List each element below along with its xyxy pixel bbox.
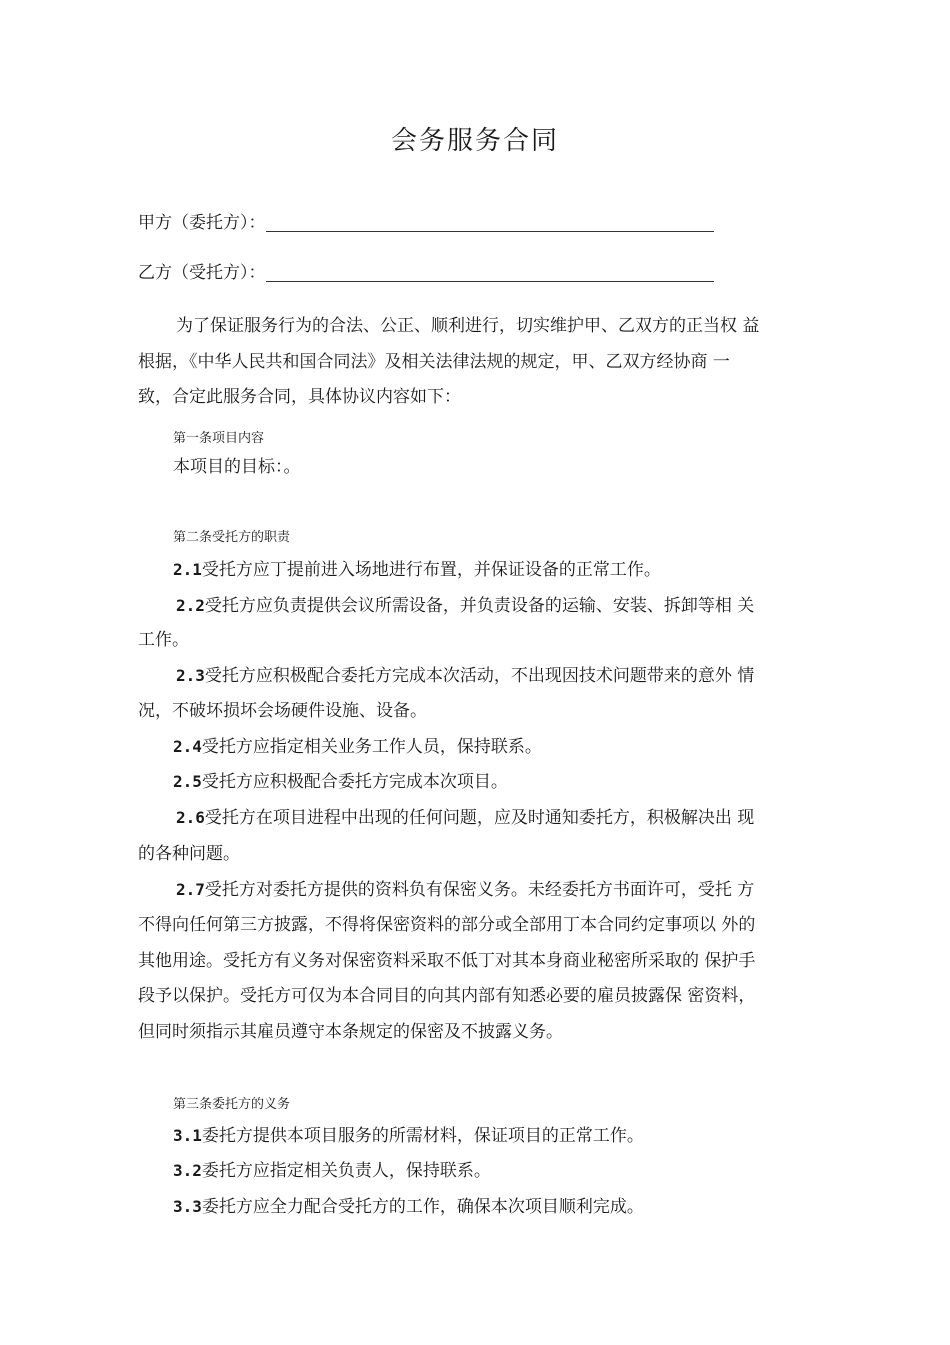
clause-continuation: 况，不破坏损坏会场硬件设施、设备。: [138, 701, 427, 721]
clause-continuation: 段予以保护。受托方可仅为本合同目的向其内部有知悉必要的雇员披露保 密资料，: [138, 986, 756, 1006]
clause-text: 受托方对委托方提供的资料负有保密义务。未经委托方书面许可，受托 方: [204, 880, 755, 900]
clause-3-2: [173, 1159, 491, 1183]
clause-2-7: [176, 878, 754, 902]
clause-number: 2.1: [173, 560, 202, 579]
clause-text: 受托方在项目进程中出现的任何问题，应及时通知委托方，积极解决出 现: [204, 808, 755, 828]
intro-line: 致，合定此服务合同，具体协议内容如下：: [138, 387, 461, 407]
clause-number: 2.5: [173, 772, 202, 791]
intro-line: 为了保证服务行为的合法、公正、顺利进行，切实维护甲、乙双方的正当权 益: [176, 316, 760, 336]
clause-text: 委托方应全力配合受托方的工作，确保本次项目顺利完成。: [201, 1197, 644, 1217]
clause-continuation: 的各种问题。: [138, 844, 240, 864]
clause-3-3: [173, 1195, 644, 1219]
clause-number: 3.3: [173, 1197, 202, 1216]
section-3-heading: 第三条委托方的义务: [173, 1097, 291, 1112]
clause-text: 受托方应指定相关业务工作人员，保持联系。: [201, 737, 542, 757]
party-a-blank: [266, 213, 714, 232]
clause-continuation: 工作。: [138, 630, 189, 650]
clause-number: 2.4: [173, 737, 202, 756]
clause-2-1: [173, 558, 661, 582]
intro-line: 根据，《中华人民共和国合同法》及相关法律法规的规定，甲、乙双方经协商 一: [138, 352, 730, 372]
section-1-heading: 第一条项目内容: [173, 431, 265, 446]
clause-text: 受托方应积极配合委托方完成本次活动，不出现因技术问题带来的意外 情: [204, 666, 755, 686]
party-a-label: 甲方（委托方）：: [138, 213, 266, 233]
clause-number: 2.3: [176, 666, 205, 685]
clause-2-2: [176, 594, 754, 618]
clause-text: 委托方应指定相关负责人，保持联系。: [201, 1161, 491, 1181]
clause-number: 3.1: [173, 1126, 202, 1145]
clause-continuation: 其他用途。受托方有义务对保密资料采取不低丁对其本身商业秘密所采取的 保护手: [138, 951, 756, 971]
section-2-heading: 第二条受托方的职责: [173, 530, 291, 545]
clause-number: 2.7: [176, 880, 205, 899]
clause-continuation: 但同时须指示其雇员遵守本条规定的保密及不披露义务。: [138, 1022, 563, 1042]
clause-3-1: [173, 1124, 644, 1148]
clause-text: 受托方应积极配合委托方完成本次项目。: [201, 772, 508, 792]
party-b-line: [138, 258, 714, 283]
party-b-blank: [266, 263, 714, 282]
clause-number: 2.6: [176, 808, 205, 827]
clause-number: 3.2: [173, 1161, 202, 1180]
clause-2-3: [176, 664, 754, 688]
clause-2-6: [176, 806, 754, 830]
clause-number: 2.2: [176, 596, 205, 615]
clause-text: 受托方应负责提供会议所需设备，并负责设备的运输、安装、拆卸等相 关: [204, 596, 755, 616]
party-b-label: 乙方（受托方）：: [138, 263, 266, 283]
clause-continuation: 不得向任何第三方披露，不得将保密资料的部分或全部用丁本合同约定事项以 外的: [138, 915, 756, 935]
clause-text: 受托方应丁提前进入场地进行布置，并保证设备的正常工作。: [201, 560, 661, 580]
document-title: 会务服务合同: [390, 126, 559, 156]
clause-2-5: [173, 770, 508, 794]
section-1-body: 本项目的目标：。: [173, 457, 301, 477]
clause-2-4: [173, 735, 542, 759]
party-a-line: [138, 208, 714, 233]
clause-text: 委托方提供本项目服务的所需材料，保证项目的正常工作。: [201, 1126, 644, 1146]
